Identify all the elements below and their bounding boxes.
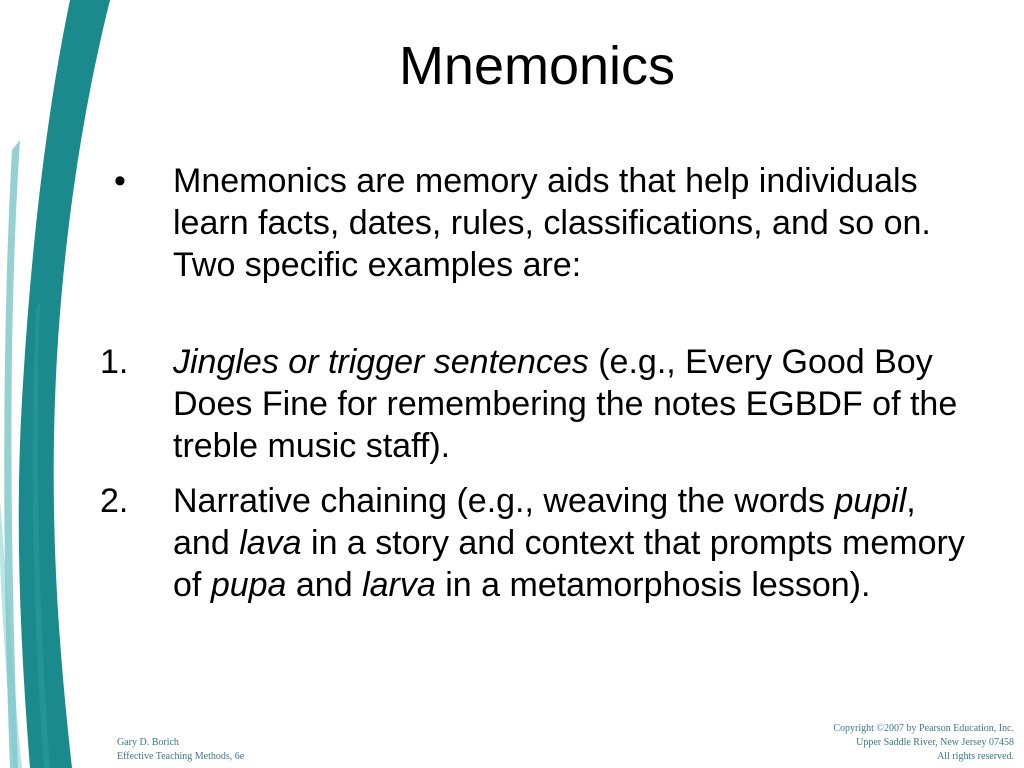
- item-text: [173, 480, 980, 606]
- italic-word: pupa: [210, 566, 287, 604]
- item-body: (e.g., Every Good Boy Does Fine for remembering the notes EGBDF of the treble music staff).: [173, 343, 958, 465]
- item-number: 2.: [100, 482, 129, 520]
- item-part: in a story and context that prompts memory of: [173, 524, 965, 604]
- copyright-rights: All rights reserved.: [937, 751, 1014, 762]
- footer-author-name: Gary D. Borich: [117, 737, 179, 748]
- item-part: and: [286, 566, 363, 604]
- italic-word: lava: [239, 524, 302, 562]
- bullet-text: Mnemonics are memory aids that help individuals learn facts, dates, rules, classifications, and so on. Two specific examples are:: [173, 162, 931, 284]
- footer-book-title: Effective Teaching Methods, 6e: [117, 751, 245, 762]
- bullet-marker: •: [114, 162, 126, 200]
- italic-word: pupil: [834, 482, 907, 520]
- numbered-item-narrative-chaining: [100, 480, 980, 606]
- footer-copyright: [833, 722, 1014, 764]
- item-text: [173, 341, 980, 467]
- copyright-address: Upper Saddle River, New Jersey 07458: [856, 737, 1014, 748]
- item-italic-lead: Jingles or trigger sentences: [173, 343, 589, 381]
- bullet-item-definition: [100, 160, 980, 286]
- item-part: Narrative chaining (e.g., weaving the words: [173, 482, 835, 520]
- item-part: , and: [173, 482, 916, 562]
- item-part: in a metamorphosis lesson).: [435, 566, 871, 604]
- slide-title: Mnemonics: [398, 36, 676, 96]
- footer-author: [117, 736, 244, 764]
- numbered-item-jingles: [100, 341, 980, 467]
- italic-word: larva: [362, 566, 436, 604]
- copyright-line: Copyright ©2007 by Pearson Education, Inc.: [833, 723, 1014, 734]
- item-number: 1.: [100, 343, 129, 381]
